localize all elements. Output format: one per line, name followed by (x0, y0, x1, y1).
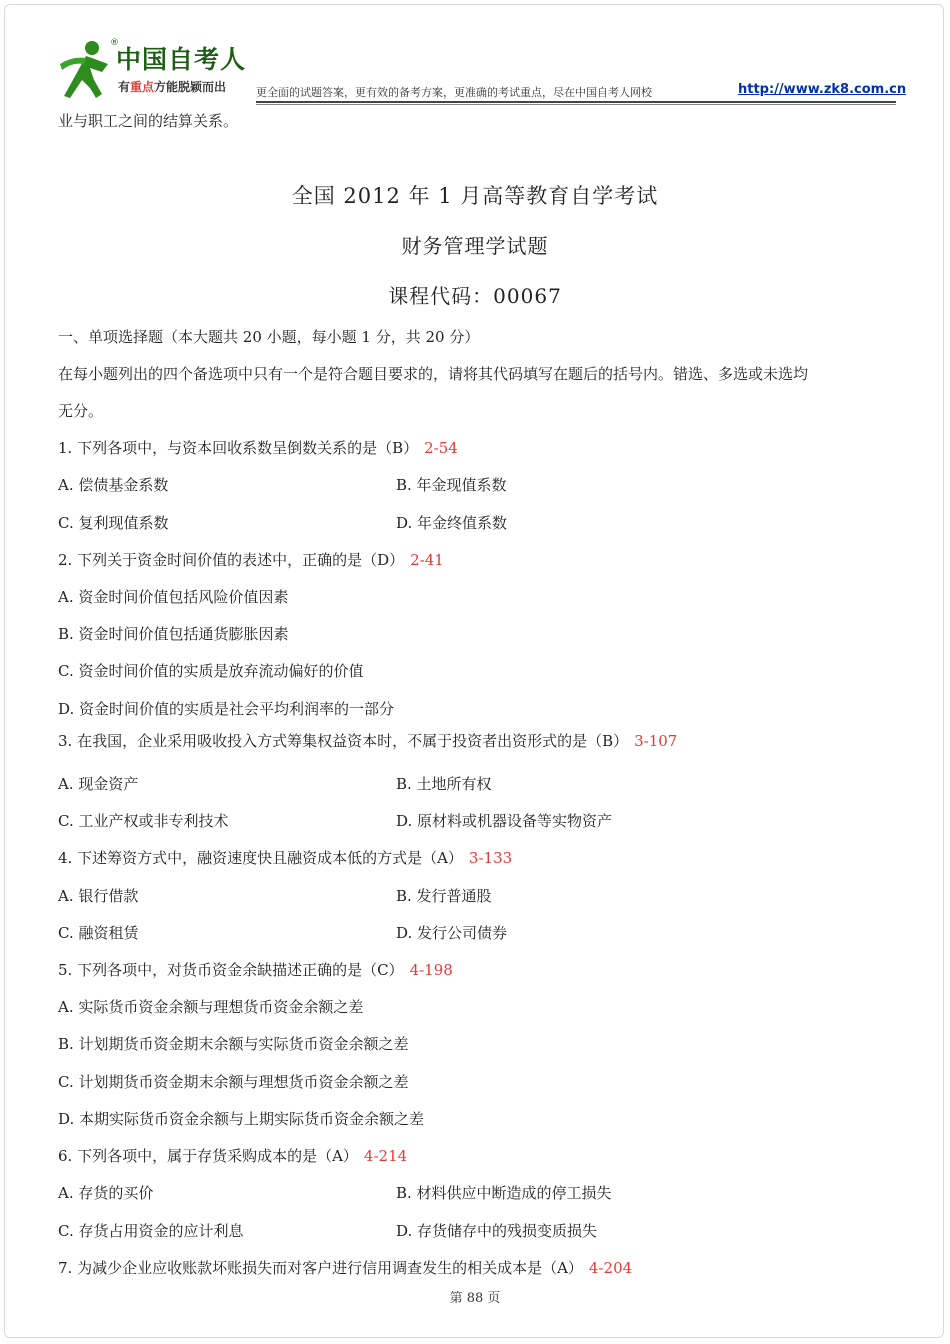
question-stem: 1. 下列各项中，与资本回收系数呈倒数关系的是（B） 2-54 (58, 439, 458, 457)
question-stem: 2. 下列关于资金时间价值的表述中，正确的是（D） 2-41 (58, 551, 444, 569)
option: C. 存货占用资金的应计利息 (58, 1222, 244, 1240)
option: A. 现金资产 (58, 775, 139, 793)
registered-mark: ® (110, 38, 119, 48)
question-stem: 4. 下述筹资方式中，融资速度快且融资成本低的方式是（A） 3-133 (58, 849, 513, 867)
option: B. 计划期货币资金期末余额与实际货币资金余额之差 (58, 1035, 409, 1053)
question-stem: 5. 下列各项中，对货币资金余缺描述正确的是（C） 4-198 (58, 961, 453, 979)
course-code: 课程代码：00067 (388, 284, 562, 308)
option: C. 复利现值系数 (58, 514, 169, 532)
option: C. 融资租赁 (58, 924, 139, 942)
option: D. 原材料或机器设备等实物资产 (396, 812, 613, 830)
page-ref: 3-133 (468, 849, 513, 867)
logo (56, 38, 256, 100)
option: B. 发行普通股 (396, 887, 492, 905)
instruction-line-2: 无分。 (58, 402, 104, 420)
question-stem: 7. 为减少企业应收账款坏账损失而对客户进行信用调查发生的相关成本是（A） 4-204 (58, 1259, 633, 1277)
doc-title: 全国 2012 年 1 月高等教育自学考试 (291, 184, 659, 208)
option: A. 存货的买价 (58, 1184, 154, 1202)
option: D. 存货储存中的残损变质损失 (396, 1222, 598, 1240)
option: C. 工业产权或非专利技术 (58, 812, 229, 830)
page-ref: 4-214 (363, 1147, 408, 1165)
option: A. 偿债基金系数 (58, 476, 169, 494)
logo-slogan: 有重点方能脱颖而出 (118, 80, 227, 94)
header-url-link[interactable]: http://www.zk8.com.cn (738, 82, 907, 97)
option: A. 银行借款 (58, 887, 139, 905)
option: D. 资金时间价值的实质是社会平均利润率的一部分 (58, 700, 395, 718)
logo-title: 中国自考人 (116, 45, 247, 74)
option: C. 资金时间价值的实质是放弃流动偏好的价值 (58, 662, 364, 680)
page-ref: 2-41 (410, 551, 444, 569)
doc-subtitle: 财务管理学试题 (401, 234, 549, 258)
page-ref: 4-204 (588, 1259, 633, 1277)
runner-logo-icon (56, 38, 116, 100)
option: B. 材料供应中断造成的停工损失 (396, 1184, 612, 1202)
carry-over-text: 业与职工之间的结算关系。 (58, 112, 239, 130)
option: B. 资金时间价值包括通货膨胀因素 (58, 625, 289, 643)
instruction-line-1: 在每小题列出的四个备选项中只有一个是符合题目要求的，请将其代码填写在题后的括号内。错选、多选或未选均 (58, 365, 809, 383)
option: C. 计划期货币资金期末余额与理想货币资金余额之差 (58, 1073, 409, 1091)
option: B. 土地所有权 (396, 775, 492, 793)
header-tagline: 更全面的试题答案，更有效的备考方案，更准确的考试重点，尽在中国自考人网校 (256, 86, 652, 99)
section-heading: 一、单项选择题（本大题共 20 小题，每小题 1 分，共 20 分） (58, 328, 480, 346)
page-header (56, 38, 907, 102)
option: A. 实际货币资金余额与理想货币资金余额之差 (58, 998, 364, 1016)
option: D. 发行公司债券 (396, 924, 508, 942)
option: B. 年金现值系数 (396, 476, 507, 494)
page-ref: 2-54 (424, 439, 458, 457)
page-ref: 3-107 (634, 732, 678, 750)
option: D. 年金终值系数 (396, 514, 508, 532)
page-number: 第 88 页 (449, 1291, 501, 1306)
question-stem: 3. 在我国，企业采用吸收投入方式筹集权益资本时，不属于投资者出资形式的是（B） 3-107 (58, 732, 678, 750)
option: A. 资金时间价值包括风险价值因素 (58, 588, 289, 606)
question-stem: 6. 下列各项中，属于存货采购成本的是（A） 4-214 (58, 1147, 408, 1165)
header-divider (256, 101, 896, 103)
header-divider-thin (256, 104, 896, 105)
page-ref: 4-198 (409, 961, 453, 979)
option: D. 本期实际货币资金余额与上期实际货币资金余额之差 (58, 1110, 425, 1128)
